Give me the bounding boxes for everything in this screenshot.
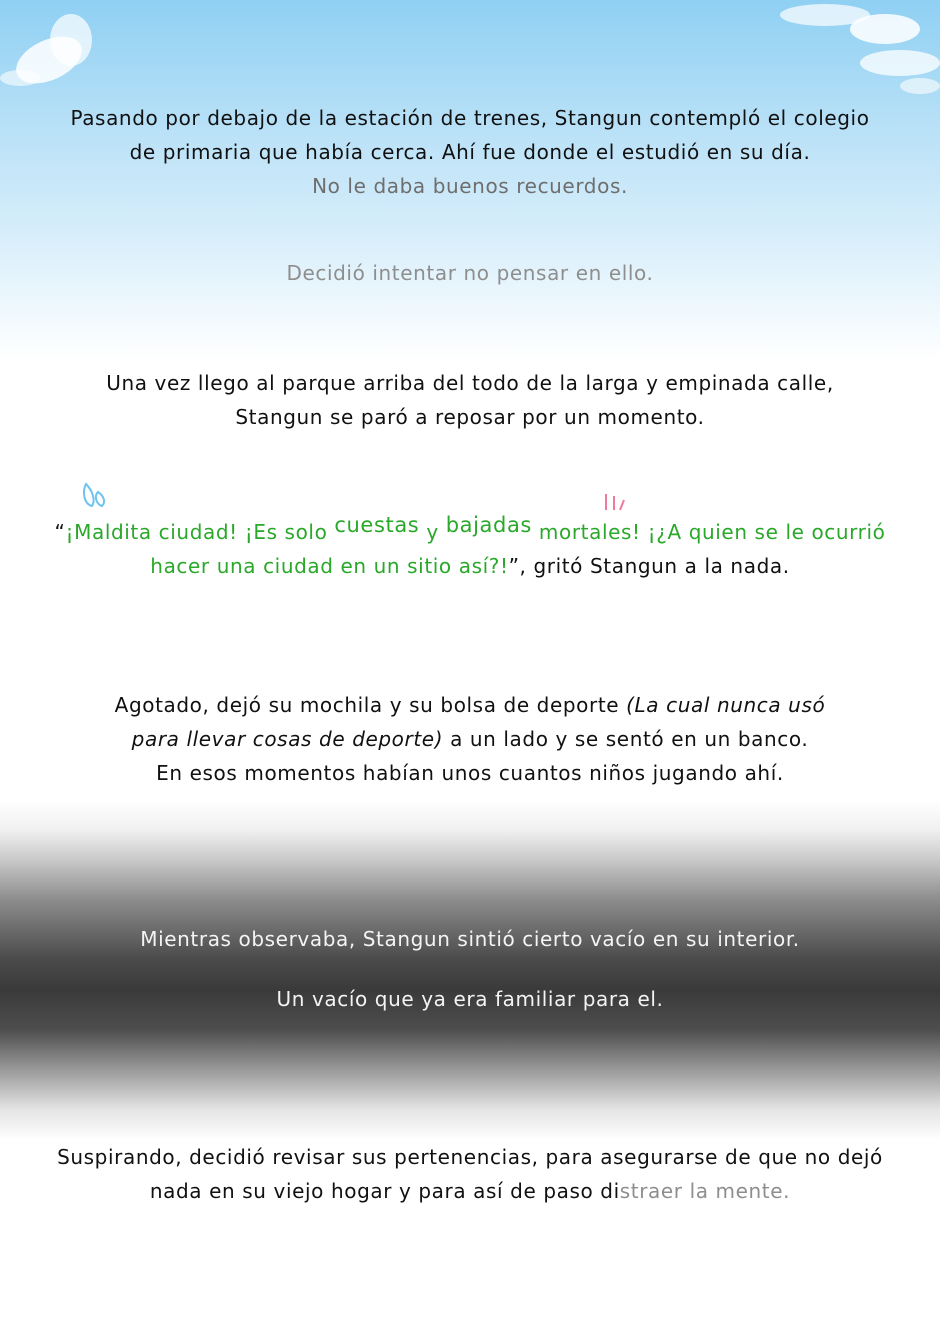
text-line: En esos momentos habían unos cuantos niños jugando ahí. [156,761,784,785]
dialogue-line-2 [0,549,940,583]
faded-text: straer la mente. [619,1179,791,1203]
dialogue-word-bajadas: bajadas [445,513,532,537]
text-line: Suspirando, decidió revisar sus pertenencias, para asegurarse de que no dejó [57,1145,883,1169]
text-line: Stangun se paró a reposar por un momento. [235,405,705,429]
aside-text: para llevar cosas de deporte) [131,727,444,751]
text-segment: nada en su viejo hogar y para así de paso di [149,1179,620,1203]
text-line: Decidió intentar no pensar en ello. [286,261,654,285]
text-line [0,1174,940,1208]
dialogue-text: hacer una ciudad en un sitio así?! [150,554,509,578]
text-line: No le daba buenos recuerdos. [312,174,628,198]
text-line: Pasando por debajo de la estación de trenes, Stangun contempló el colegio [70,106,870,130]
narration-text: ”, gritó Stangun a la nada. [508,554,790,578]
text-line: de primaria que había cerca. Ahí fue donde el estudió en su día. [129,140,811,164]
paragraph-park [0,366,940,434]
aside-text: (La cual nunca usó [626,693,826,717]
paragraph-dialogue [0,515,940,583]
text-line: Mientras observaba, Stangun sintió cierto vacío en su interior. [140,927,800,951]
dialogue-word-cuestas: cuestas [334,513,420,537]
dialogue-word-y: y [426,520,439,544]
text-line [0,688,940,722]
text-line: Una vez llego al parque arriba del todo de la larga y empinada calle, [106,371,834,395]
paragraph-train-station [0,101,940,203]
text-segment: Agotado, dejó su mochila y su bolsa de deporte [114,693,627,717]
pink-anger-marks-icon [600,490,634,514]
quote-open: “ [54,520,66,544]
paragraph-decided [0,256,940,290]
blue-sweat-drop-icon [80,480,112,512]
dialogue-text: mortales! ¡¿A quien se le ocurrió [531,520,886,544]
paragraph-sighing [0,1140,940,1208]
text-line [0,722,940,756]
dialogue-line-1 [0,515,940,549]
text-segment: a un lado y se sentó en un banco. [443,727,809,751]
paragraph-emptiness [0,922,940,956]
text-line: Un vacío que ya era familiar para el. [276,987,664,1011]
paragraph-familiar [0,982,940,1016]
dialogue-text: ¡Maldita ciudad! ¡Es solo [65,520,335,544]
paragraph-exhausted [0,688,940,790]
